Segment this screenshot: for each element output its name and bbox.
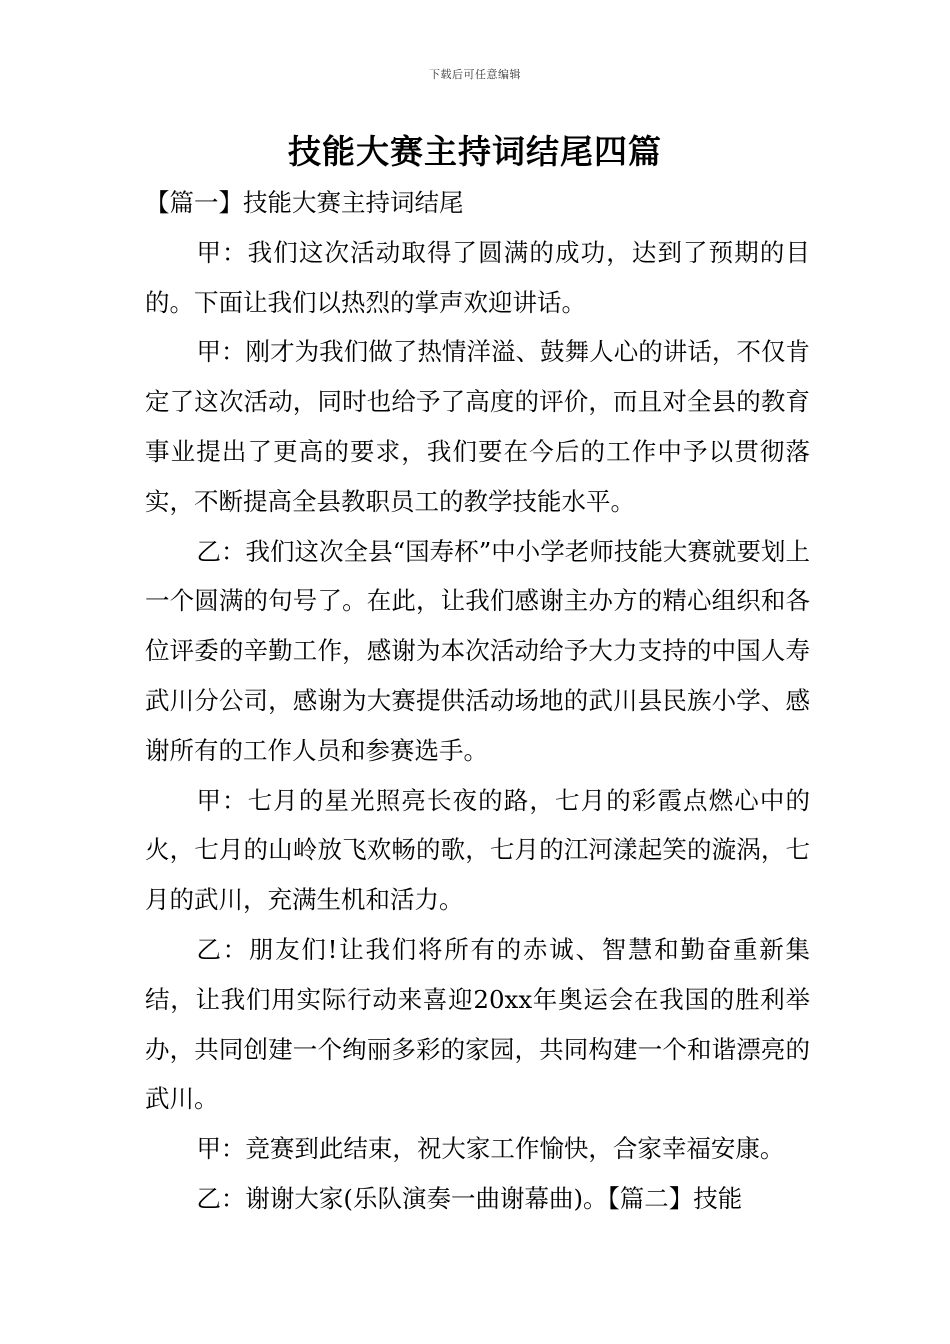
paragraph: 乙：朋友们!让我们将所有的赤诚、智慧和勤奋重新集结，让我们用实际行动来喜迎20xx年奥运会在我国的胜利举办，共同创建一个绚丽多彩的家园，共同构建一个和谐漂亮的武川。 bbox=[145, 934, 810, 1114]
paragraph: 甲：七月的星光照亮长夜的路，七月的彩霞点燃心中的火，七月的山岭放飞欢畅的歌，七月的江河漾起笑的漩涡，七月的武川，充满生机和活力。 bbox=[145, 785, 810, 915]
document-title: 技能大赛主持词结尾四篇 bbox=[288, 132, 662, 171]
paragraph: 甲：刚才为我们做了热情洋溢、鼓舞人心的讲话，不仅肯定了这次活动，同时也给予了高度的评价，而且对全县的教育事业提出了更高的要求，我们要在今后的工作中予以贯彻落实，不断提高全县教职员工的教学技能水平。 bbox=[145, 337, 810, 516]
section-heading: 【篇一】技能大赛主持词结尾 bbox=[145, 188, 464, 217]
paragraph: 甲：竞赛到此结束，祝大家工作愉快，合家幸福安康。 bbox=[196, 1134, 785, 1164]
paragraph: 甲：我们这次活动取得了圆满的成功，达到了预期的目的。下面让我们以热烈的掌声欢迎讲话。 bbox=[145, 237, 810, 317]
paragraph: 乙：谢谢大家(乐队演奏一曲谢幕曲)。【篇二】技能 bbox=[196, 1183, 743, 1213]
header-note: 下载后可任意编辑 bbox=[429, 68, 521, 81]
document-body bbox=[145, 178, 810, 1224]
paragraph: 乙：我们这次全县“国寿杯”中小学老师技能大赛就要划上一个圆满的句号了。在此，让我们感谢主办方的精心组织和各位评委的辛勤工作，感谢为本次活动给予大力支持的中国人寿武川分公司，感谢为大赛提供活动场地的武川县民族小学、感谢所有的工作人员和参赛选手。 bbox=[145, 536, 810, 765]
